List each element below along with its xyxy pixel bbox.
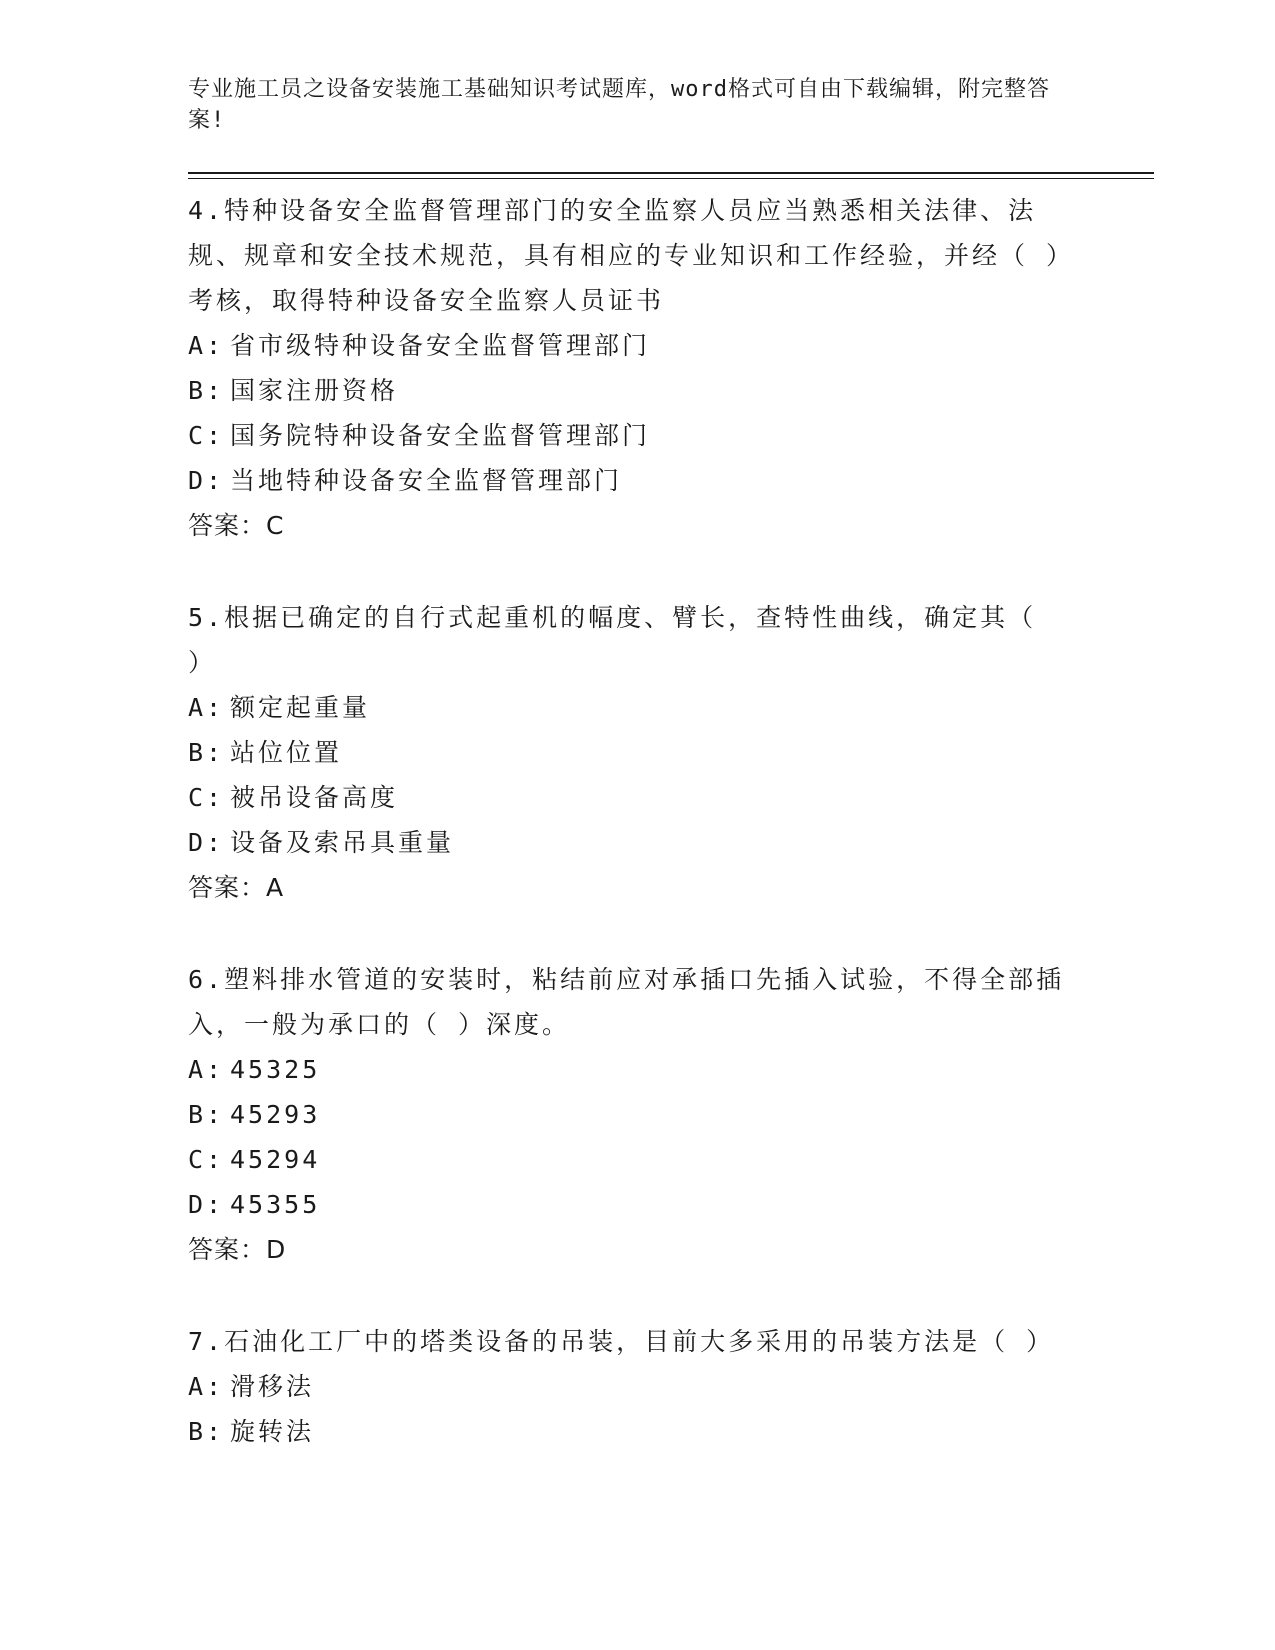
question-text: 7.石油化工厂中的塔类设备的吊装，目前大多采用的吊装方法是（ ） (188, 1327, 1055, 1356)
option-b (188, 368, 1068, 413)
option-text: 45355 (230, 1190, 321, 1219)
option-letter: C: (188, 1145, 225, 1174)
option-letter: C: (188, 421, 225, 450)
option-text: 被吊设备高度 (230, 783, 399, 812)
option-text: 45294 (230, 1145, 321, 1174)
option-text: 额定起重量 (230, 693, 371, 722)
question-text: 5.根据已确定的自行式起重机的幅度、臂长，查特性曲线，确定其（ ） (188, 603, 1037, 677)
option-text: 站位位置 (230, 738, 343, 767)
option-letter: A: (188, 331, 225, 360)
option-d (188, 1182, 1068, 1227)
answer-line: 答案：A (188, 873, 285, 902)
question-5 (188, 595, 1068, 911)
option-letter: B: (188, 376, 225, 405)
option-c (188, 413, 1068, 458)
option-letter: A: (188, 1055, 225, 1084)
option-letter: B: (188, 1100, 225, 1129)
option-letter: C: (188, 783, 225, 812)
option-b (188, 730, 1068, 775)
option-letter: D: (188, 828, 225, 857)
option-letter: D: (188, 1190, 225, 1219)
option-text: 国务院特种设备安全监督管理部门 (230, 421, 651, 450)
answer-line: 答案：C (188, 511, 285, 540)
question-4 (188, 188, 1068, 549)
header-divider-thin (188, 178, 1154, 179)
option-text: 省市级特种设备安全监督管理部门 (230, 331, 651, 360)
question-list (188, 188, 1068, 1500)
option-a (188, 685, 1068, 730)
option-text: 国家注册资格 (230, 376, 399, 405)
option-b (188, 1092, 1068, 1137)
option-text: 设备及索吊具重量 (230, 828, 455, 857)
option-letter: A: (188, 1372, 225, 1401)
option-c (188, 1137, 1068, 1182)
option-a (188, 1364, 1068, 1409)
option-text: 45325 (230, 1055, 321, 1084)
option-d (188, 458, 1068, 503)
question-7 (188, 1319, 1068, 1454)
option-text: 旋转法 (230, 1417, 315, 1446)
option-text: 当地特种设备安全监督管理部门 (230, 466, 623, 495)
option-letter: B: (188, 1417, 225, 1446)
header-divider-thick (188, 172, 1154, 174)
option-letter: D: (188, 466, 225, 495)
option-text: 45293 (230, 1100, 321, 1129)
option-a (188, 1047, 1068, 1092)
option-b (188, 1409, 1068, 1454)
question-text: 4.特种设备安全监督管理部门的安全监察人员应当熟悉相关法律、法规、规章和安全技术规范，具有相应的专业知识和工作经验，并经（ ）考核，取得特种设备安全监察人员证书 (188, 196, 1062, 315)
option-letter: A: (188, 693, 225, 722)
option-d (188, 820, 1068, 865)
question-text: 6.塑料排水管道的安装时，粘结前应对承插口先插入试验，不得全部插入，一般为承口的（ ）深度。 (188, 965, 1065, 1039)
option-letter: B: (188, 738, 225, 767)
option-text: 滑移法 (230, 1372, 315, 1401)
answer-line: 答案：D (188, 1235, 287, 1264)
option-a (188, 323, 1068, 368)
document-header: 专业施工员之设备安装施工基础知识考试题库，word格式可自由下载编辑，附完整答案! (188, 77, 1050, 133)
option-c (188, 775, 1068, 820)
question-6 (188, 957, 1068, 1273)
